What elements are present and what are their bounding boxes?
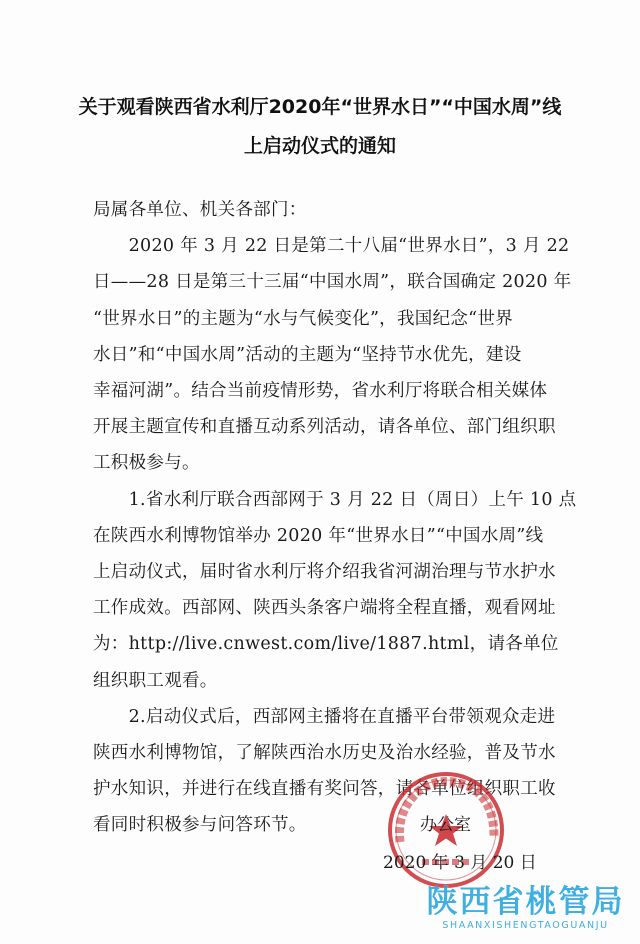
body-line: 1.省水利厅联合西部网于 3 月 22 日（周日）上午 10 点 bbox=[93, 489, 577, 510]
body-line: 工作成效。西部网、陕西头条客户端将全程直播，观看网址 bbox=[93, 598, 556, 619]
body-line: 陕西水利博物馆，了解陕西治水历史及治水经验，普及节水 bbox=[93, 743, 556, 763]
body-line: 2.启动仪式后，西部网主播将在直播平台带领观众走进 bbox=[93, 706, 556, 727]
body-line: 组织职工观看。 bbox=[93, 670, 218, 691]
watermark bbox=[418, 884, 633, 932]
body-line: 在陕西水利博物馆举办 2020 年“世界水日”“中国水周”线 bbox=[93, 525, 544, 546]
document-title-line-2: 上启动仪式的通知 bbox=[243, 135, 396, 157]
body-line: 2020 年 3 月 22 日是第二十八届“世界水日”，3 月 22 bbox=[93, 236, 570, 257]
body-line: 日——28 日是第三十三届“中国水周”，联合国确定 2020 年 bbox=[93, 272, 572, 293]
sign-date: 2020 年 3 月 20 日 bbox=[383, 853, 537, 873]
body-line: 护水知识，并进行在线直播有奖问答，请各单位组织职工收 bbox=[93, 779, 556, 800]
body-line: 局属各单位、机关各部门： bbox=[93, 200, 307, 220]
watermark-title: 陕西省桃管局 bbox=[426, 884, 625, 920]
body-line: 幸福河湖”。结合当前疫情形势，省水利厅将联合相关媒体 bbox=[93, 381, 548, 401]
document-title-line-1: 关于观看陕西省水利厅2020年“世界水日”“中国水周”线 bbox=[78, 96, 562, 118]
signer-office: 办公室 bbox=[420, 815, 471, 835]
body-line: 开展主题宣传和直播互动系列活动，请各单位、部门组织职 bbox=[93, 417, 556, 438]
body-line: 上启动仪式，届时省水利厅将介绍我省河湖治理与节水护水 bbox=[93, 562, 556, 582]
watermark-subtitle: SHAANXISHENGTAOGUANJU bbox=[442, 920, 609, 931]
body-line: 为：http://live.cnwest.com/live/1887.html，请各单位 bbox=[93, 634, 559, 655]
body-line: “世界水日”的主题为“水与气候变化”，我国纪念“世界 bbox=[93, 308, 514, 329]
body-line: 水日”和“中国水周”活动的主题为“坚持节水优先，建设 bbox=[93, 344, 522, 365]
body-line: 工积极参与。 bbox=[93, 453, 200, 474]
body-line: 看同时积极参与问答环节。 bbox=[93, 815, 307, 836]
